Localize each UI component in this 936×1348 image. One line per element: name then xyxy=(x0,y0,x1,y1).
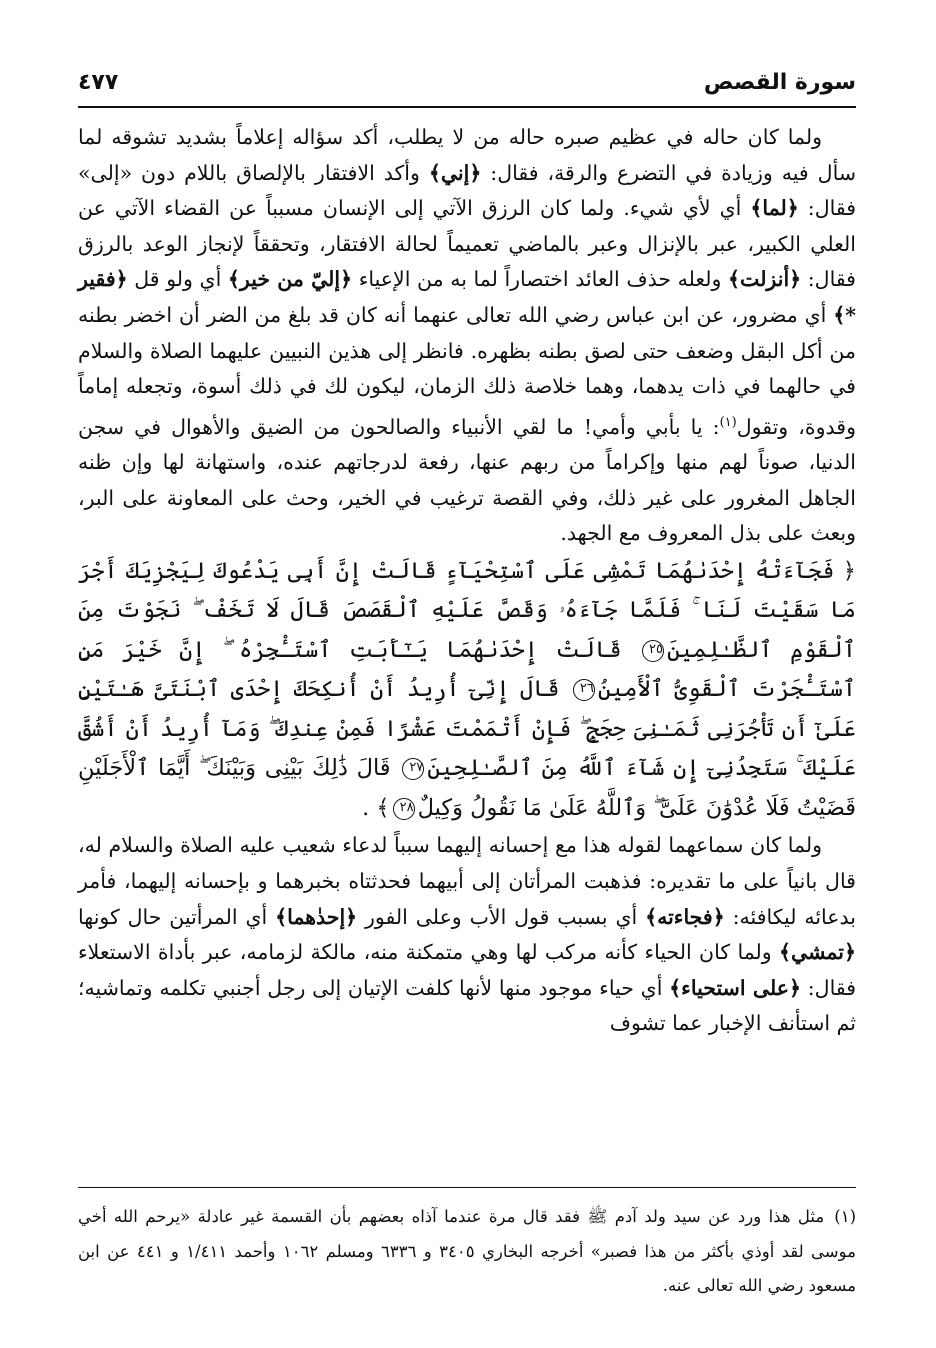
text-run: ولما كان الحياء كأنه مركب لها وهي متمكنة منه، مالكة لزمامه، عبر بأداة الاستعلاء فقال: xyxy=(78,940,856,1000)
quran-word: ﴿إني﴾ xyxy=(428,160,482,185)
verse-25: ﴿ فَجَآءَتْهُ إِحْدَىٰهُمَا تَمْشِى عَلَى ٱسْتِحْيَآءٍ قَالَتْ إِنَّ أَبِى يَدْعُوكَ لِيَجْزِيَكَ أَجْرَ مَا سَقَيْتَ لَنَا ۚ فَلَمَّا جَآءَهُۥ وَقَصَّ عَلَيْهِ ٱلْقَصَصَ قَالَ لَا تَخَفْ ۖ نَجَوْتَ مِنَ ٱلْقَوْمِ ٱلظَّـٰلِمِينَ xyxy=(78,557,856,663)
book-page xyxy=(78,64,856,1334)
verses-closing-bracket: ﴾ . xyxy=(362,794,390,821)
paragraph-commentary-2 xyxy=(78,828,856,1042)
footnote-marker: (١) xyxy=(834,1207,856,1226)
ayah-number-badge: ٢٧ xyxy=(402,758,424,780)
running-title: سورة القصص xyxy=(703,70,856,95)
text-run: أي لأي شيء. ولما كان الرزق الآتي إلى الإنسان مسبباً عن القضاء الآتي عن العلي الكبير، عبر بالإنزال وعبر بالماضي تعميماً لحالة الافتقار، وتحققاً لإنجاز الوعد بالرزق فقال: xyxy=(78,196,856,292)
quran-word: ﴿لما﴾ xyxy=(750,196,799,221)
text-run: ولما كان حاله في عظيم صبره حاله من لا يطلب، أكد سؤاله إعلاماً بشديد تشوقه لما سأل فيه وزيادة في التضرع والرقة، فقال: xyxy=(78,125,856,185)
paragraph-commentary-1 xyxy=(78,120,856,552)
verse-27: قَالَ إِنِّىٓ أُرِيدُ أَنْ أُنكِحَكَ إِحْدَى ٱبْنَتَىَّ هَـٰتَيْنِ عَلَىٰٓ أَن تَأْجُرَنِى ثَمَـٰنِىَ حِجَجٍ ۖ فَإِنْ أَتْمَمْتَ عَشْرًا فَمِنْ عِندِكَ ۖ وَمَآ أُرِيدُ أَنْ أَشُقَّ عَلَيْكَ ۚ سَتَجِدُنِىٓ إِن شَآءَ ٱللَّهُ مِنَ ٱلصَّـٰلِحِينَ xyxy=(78,676,856,782)
footnote-separator xyxy=(78,1187,856,1188)
ayah-number-badge: ٢٥ xyxy=(642,640,664,662)
text-run: أي المرأتين حال كونها xyxy=(78,904,276,929)
quran-word: ﴿إليّ من خير﴾ xyxy=(227,267,353,292)
text-run: أي مضرور، عن ابن عباس رضي الله تعالى عنهما أنه كان قد بلغ من الضر أن اخضر بطنه من أكل البقل وضعف حتى لصق بطنه بظهره. فانظر إلى هذين النبيين عليهما الصلاة والسلام في حالهما في ذات يدهما، وهما خلاصة ذلك الزمان، ليكون لك في ذلك أسوة، وتجعله إماماً وقدوة، وتقول xyxy=(78,302,856,439)
text-run: أي بسبب قول الأب وعلى الفور xyxy=(357,904,646,929)
quran-word: ﴿على استحياء﴾ xyxy=(669,975,802,1000)
text-run: ولعله حذف العائد اختصاراً لما به من الإعياء xyxy=(352,267,729,292)
text-run: أي حياء موجود منها لأنها كلفت الإتيان إلى رجل أجنبي تكلمه وتماشيه؛ ثم استأنف الإخبار عما تشوف xyxy=(78,975,856,1036)
quran-word: ﴿تمشي﴾ xyxy=(779,940,856,965)
page-header xyxy=(78,64,856,108)
footnote-reference[interactable]: (١) xyxy=(719,414,737,430)
main-text xyxy=(78,120,856,1042)
verse-28: قَالَ ذَٰلِكَ بَيْنِى وَبَيْنَكَ ۖ أَيَّمَا ٱلْأَجَلَيْنِ قَضَيْتُ فَلَا عُدْوَٰنَ عَلَىَّ ۖ وَٱللَّهُ عَلَىٰ مَا نَقُولُ وَكِيلٌ xyxy=(78,755,856,821)
text-run: وأكد الافتقار بالإلصاق باللام دون «إلى» فقال: xyxy=(78,160,857,221)
text-run: ولما كان سماعهما لقوله هذا مع إحسانه إليهما سبباً لدعاء شعيب عليه الصلاة والسلام له، قال بانياً على ما تقديره: فذهبت المرأتان إلى أبيهما فحدثتاه بخبرهما و بإحسانه إليهما، فأمر بدعائه ليكافئه: xyxy=(78,833,856,929)
quran-word: ﴿إحدٰهما﴾ xyxy=(275,904,358,929)
text-run: أي ولو قل xyxy=(127,267,228,292)
page-number: ٤٧٧ xyxy=(78,70,119,95)
ayah-number-badge: ٢٦ xyxy=(573,679,595,701)
quran-word: ﴿فجاءته﴾ xyxy=(645,904,725,929)
quran-word: ﴿فقير *﴾ xyxy=(78,267,856,327)
footnote xyxy=(78,1200,856,1304)
verse-26: قَالَتْ إِحْدَىٰهُمَا يَـٰٓأَبَتِ ٱسْتَـْٔجِرْهُ ۖ إِنَّ خَيْرَ مَنِ ٱسْتَـْٔجَرْتَ ٱلْقَوِىُّ ٱلْأَمِينُ xyxy=(78,636,856,703)
footnote-text: مثل هذا ورد عن سيد ولد آدم ﷺ فقد قال مرة عندما آذاه بعضهم بأن القسمة غير عادلة «يرحم الله أخي موسى لقد أوذي بأكثر من هذا فصبر» أخرجه البخاري ٣٤٠٥ و ٦٣٣٦ ومسلم ١٠٦٢ وأحمد ١/٤١١ و ٤٤١ عن ابن مسعود رضي الله تعالى عنه. xyxy=(78,1207,856,1295)
text-run: : يا بأبي وأمي! ما لقي الأنبياء والصالحون من الضيق والأهوال في سجن الدنيا، صوناً لهم منها وإكراماً من ربهم عنها، رفعة لدرجاتهم عنده، واستهانة لها وإن ظنه الجاهل المغرور على غير ذلك، وفي القصة ترغيب في الخير، وحث على المعاونة على البر، وبعث على بذل المعروف مع الجهد. xyxy=(78,414,856,546)
quran-word: ﴿أنزلت﴾ xyxy=(728,267,802,292)
quran-verses-block xyxy=(78,552,856,829)
ayah-number-badge: ٢٨ xyxy=(393,798,415,820)
